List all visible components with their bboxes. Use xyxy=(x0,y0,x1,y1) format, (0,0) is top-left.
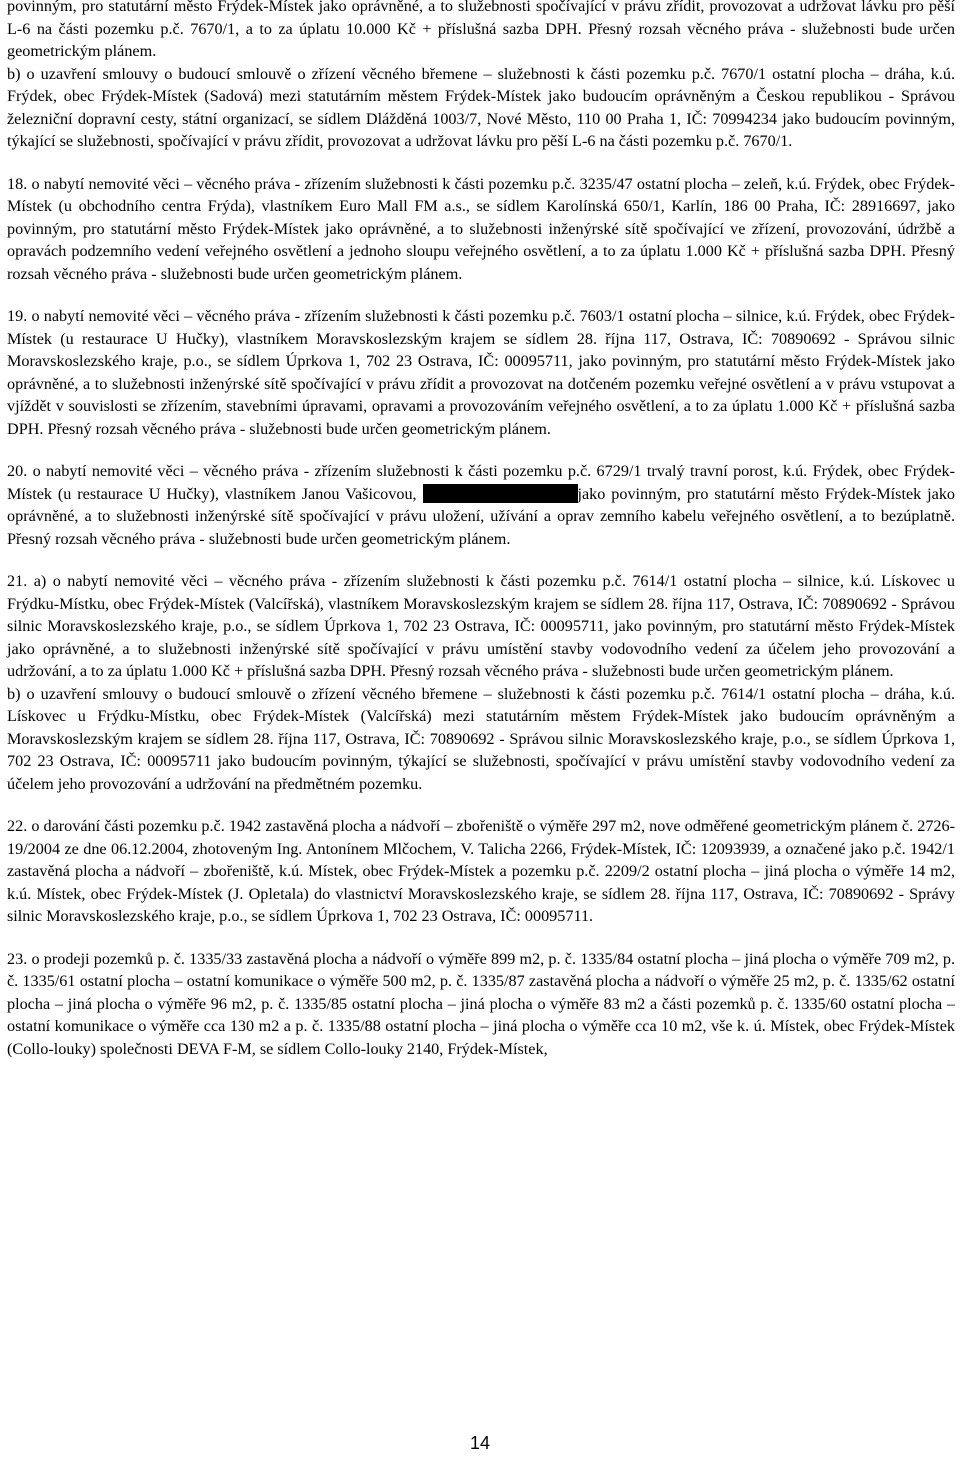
paragraph-20-part-a: 20. o nabytí nemovité věci – věcného práva - zřízením služebnosti k části pozemku p.č. 6729/1 trvalý travní porost, k.ú. Frýdek, obec Frýdek-Místek (u restaurace U Hučky), vlastníkem Janou Vašicovou, xyxy=(7,462,955,503)
paragraph-22: 22. o darování části pozemku p.č. 1942 zastavěná plocha a nádvoří – zbořeniště o výměře 297 m2, nove odměřené geometrickým plánem č. 2726-19/2004 ze dne 06.12.2004, zhotoveným Ing. Antonínem Mlčochem, V. Talicha 2266, Frýdek-Místek, IČ: 12093939, a označené jako p.č. 1942/1 zastavěná plocha a nádvoří – zbořeniště, k.ú. Místek, obec Frýdek-Místek a pozemku p.č. 2209/2 ostatní plocha – jiná plocha o výměře 14 m2, k.ú. Místek, obec Frýdek-Místek (J. Opletala) do vlastnictví Moravskoslezského kraje, se sídlem 28. října 117, Ostrava, IČ: 70890692 - Správy silnic Moravskoslezského kraje, p.o., se sídlem Úprkova 1, 702 23 Ostrava, IČ: 00095711. xyxy=(7,817,955,925)
paragraph-21b: b) o uzavření smlouvy o budoucí smlouvě o zřízení věcného břemene – služebnosti k části pozemku p.č. 7614/1 ostatní plocha – dráha, k.ú. Lískovec u Frýdku-Místku, obec Frýdek-Místek (Valcířská) mezi statutárním městem Frýdek-Místek jako budoucím oprávněným a Moravskoslezským krajem se sídlem 28. října 117, Ostrava, IČ: 70890692 - Správou silnic Moravskoslezského kraje, p.o., se sídlem Úprkova 1, 702 23 Ostrava, IČ: 00095711 jako budoucím povinným, týkající se služebnosti, spočívající v právu umístění stavby vodovodního vedení za účelem jeho provozování a udržování na předmětném pozemku. xyxy=(7,684,955,793)
page-number: 14 xyxy=(469,1433,491,1453)
paragraph-20 xyxy=(7,460,955,550)
paragraph-17b: b) o uzavření smlouvy o budoucí smlouvě o zřízení věcného břemene – služebnosti k části pozemku p.č. 7670/1 ostatní plocha – dráha, k.ú. Frýdek, obec Frýdek-Místek (Sadová) mezi statutárním městem Frýdek-Místek jako budoucím oprávněným a Českou republikou - Správou železniční dopravní cesty, státní organizací, se sídlem Dlážděná 1003/7, Nové Město, 110 00 Praha 1, IČ: 70994234 jako budoucím povinným, týkající se služebnosti, spočívající v právu zřídit, provozovat a udržovat lávku pro pěší L-6 na části pozemku p.č. 7670/1. xyxy=(7,64,955,150)
paragraph-20-part-b: jako povinným, pro statutární město Frýdek-Místek jako oprávněné, a to služebnosti inženýrské sítě spočívající v právu uložení, užívání a oprav zemního kabelu veřejného osvětlení, a to bezúplatně. Přesný rozsah věcného práva - služebnosti bude určen geometrickým plánem. xyxy=(7,484,956,548)
paragraph-21a: 21. a) o nabytí nemovité věci – věcného práva - zřízením služebnosti k části pozemku p.č. 7614/1 ostatní plocha – silnice, k.ú. Lískovec u Frýdku-Místku, obec Frýdek-Místek (Valcířská), vlastníkem Moravskoslezským krajem se sídlem 28. října 117, Ostrava, IČ: 70890692 - Správou silnic Moravskoslezského kraje, p.o., se sídlem Úprkova 1, 702 23 Ostrava, IČ: 00095711, jako povinným, pro statutární město Frýdek-Místek jako oprávněné, a to služebnosti inženýrské sítě spočívající v právu umístění stavby vodovodního vedení za účelem jeho provozování a udržování, a to za úplatu 1.000 Kč + příslušná sazba DPH. Přesný rozsah věcného práva - služebnosti bude určen geometrickým plánem. xyxy=(7,572,955,680)
paragraph-18: 18. o nabytí nemovité věci – věcného práva - zřízením služebnosti k části pozemku p.č. 3235/47 ostatní plocha – zeleň, k.ú. Frýdek, obec Frýdek-Místek (u obchodního centra Frýda), vlastníkem Euro Mall FM a.s., se sídlem Karolínská 650/1, Karlín, 186 00 Praha, IČ: 28916697, jako povinným, pro statutární město Frýdek-Místek jako oprávněné, a to služebnosti inženýrské sítě spočívající ve zřízení, provozování, údržbě a opravách podzemního vedení veřejného osvětlení a jednoho sloupu veřejného osvětlení, a to za úplatu 1.000 Kč + příslušná sazba DPH. Přesný rozsah věcného práva - služebnosti bude určen geometrickým plánem. xyxy=(7,174,955,283)
paragraph-23: 23. o prodeji pozemků p. č. 1335/33 zastavěná plocha a nádvoří o výměře 899 m2, p. č. 1335/84 ostatní plocha – jiná plocha o výměře 709 m2, p. č. 1335/61 ostatní plocha – ostatní komunikace o výměře 500 m2, p. č. 1335/87 zastavěná plocha a nádvoří o výměře 25 m2, p. č. 1335/62 ostatní plocha – jiná plocha o výměře 96 m2, p. č. 1335/85 ostatní plocha – jiná plocha o výměře 83 m2 a části pozemků p. č. 1335/60 ostatní plocha – ostatní komunikace o výměře cca 130 m2 a p. č. 1335/88 ostatní plocha – jiná plocha o výměře cca 10 m2, vše k. ú. Místek, obec Frýdek-Místek (Collo-louky) společnosti DEVA F-M, se sídlem Collo-louky 2140, Frýdek-Místek, xyxy=(7,949,955,1058)
document-page xyxy=(7,0,955,1060)
paragraph-19: 19. o nabytí nemovité věci – věcného práva - zřízením služebnosti k části pozemku p.č. 7603/1 ostatní plocha – silnice, k.ú. Frýdek, obec Frýdek-Místek (u restaurace U Hučky), vlastníkem Moravskoslezským krajem se sídlem 28. října 117, Ostrava, IČ: 70890692 - Správou silnic Moravskoslezského kraje, p.o., se sídlem Úprkova 1, 702 23 Ostrava, IČ: 00095711, jako povinným, pro statutární město Frýdek-Místek jako oprávněné, a to služebnosti inženýrské sítě spočívající v právu zřídit a provozovat na dotčeném pozemku veřejné osvětlení a v právu vstupovat a vjíždět v souvislosti se zřízením, stavebními úpravami, opravami a provozováním veřejného osvětlení, a to za úplatu 1.000 Kč + příslušná sazba DPH. Přesný rozsah věcného práva - služebnosti bude určen geometrickým plánem. xyxy=(7,307,955,438)
redaction-box xyxy=(423,484,578,503)
paragraph-17-continuation: povinným, pro statutární město Frýdek-Místek jako oprávněné, a to služebnosti spočívající v právu zřídit, provozovat a udržovat lávku pro pěší L-6 na části pozemku p.č. 7670/1, a to za úplatu 10.000 Kč + příslušná sazba DPH. Přesný rozsah věcného práva - služebnosti bude určen geometrickým plánem. xyxy=(7,0,955,60)
